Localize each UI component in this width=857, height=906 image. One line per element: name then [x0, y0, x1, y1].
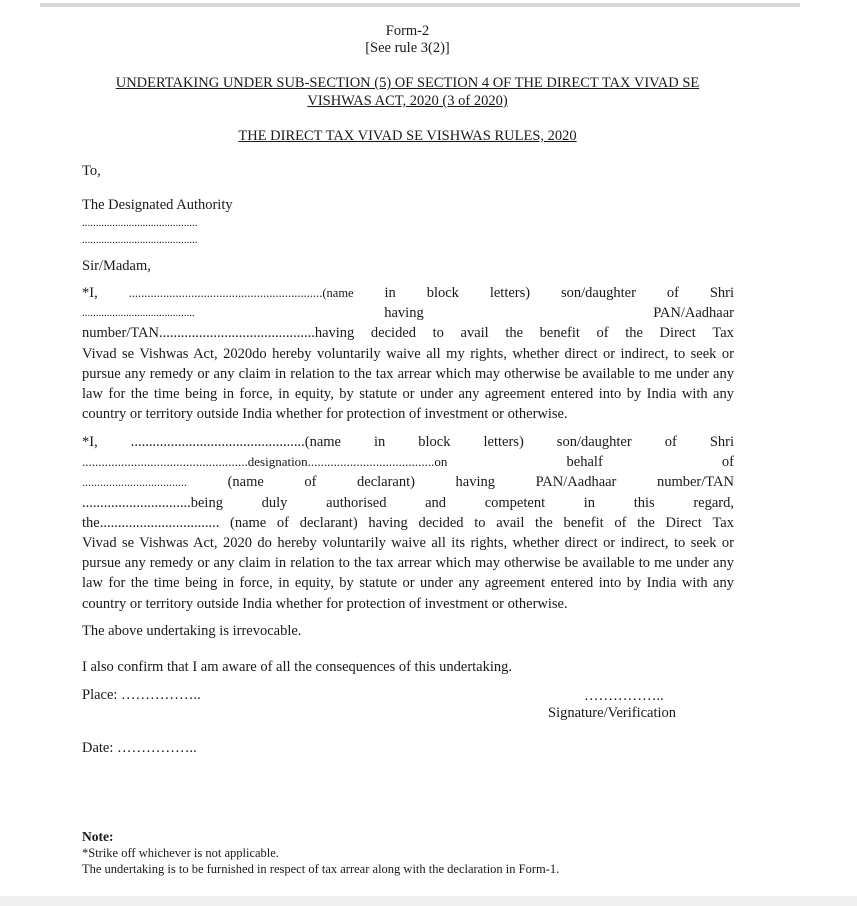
note-heading: Note:	[82, 829, 114, 844]
to-line: To,	[82, 163, 101, 179]
signature-label: Signature/Verification	[548, 705, 677, 721]
address-dots-1: ..........................................	[82, 217, 198, 229]
page-bottom-gap	[0, 896, 857, 906]
para2-body: Vivad se Vishwas Act, 2020 do hereby voluntarily waive all its rights, whether direct or indirect, to seek or pursue any remedy or any claim in relation to the tax arrear which may otherwise be available to me under any law for the time being in force, in equity, by statute or under any agreement entered into by India with any country or territory outside India whether for protection of investment or otherwise.	[82, 534, 734, 612]
salutation: Sir/Madam,	[82, 258, 151, 274]
signature-dots: ……………..	[584, 688, 664, 704]
rule-reference: [See rule 3(2)]	[365, 40, 450, 56]
date-field: Date: ……………..	[82, 740, 197, 756]
para1-line3: number/TAN...........................................having decided to avail the benefit of the Direct Tax	[82, 325, 734, 342]
address-dots-2: ..........................................	[82, 234, 198, 246]
note-line-2: The undertaking is to be furnished in respect of tax arrear along with the declaration in Form-1.	[82, 862, 560, 876]
para1-line1: *I, ..............................................................(name in block letters) son/daughter of Shri	[82, 285, 734, 301]
para2-line3: ................................... (name of declarant) having PAN/Aadhaar number/TAN	[82, 474, 734, 491]
confirmation-statement: I also confirm that I am aware of all the consequences of this undertaking.	[82, 659, 513, 675]
rules-title: THE DIRECT TAX VIVAD SE VISHWAS RULES, 2020	[238, 128, 577, 144]
place-field: Place: ……………..	[82, 687, 201, 703]
para2-line2: ...................................................designation.......................................on behalf of	[82, 454, 734, 471]
para1-line2: ......................................... having PAN/Aadhaar	[82, 305, 734, 322]
form-number: Form-2	[385, 23, 430, 39]
form-title-line2: VISHWAS ACT, 2020 (3 of 2020)	[307, 93, 508, 109]
para2-line4: ..............................being duly authorised and competent in this regard,	[82, 494, 734, 511]
designated-authority: The Designated Authority	[82, 197, 233, 213]
para2-line5: the................................. (name of declarant) having decided to avail the benefit of the Direct Tax	[82, 514, 734, 531]
para1-body: Vivad se Vishwas Act, 2020do hereby voluntarily waive all my rights, whether direct or indirect, to seek or pursue any remedy or any claim in relation to the tax arrear which may otherwise be available to me under any law for the time being in force, in equity, by statute or under any agreement entered into by India with any country or territory outside India whether for protection of investment or otherwise.	[82, 345, 734, 423]
note-line-1: *Strike off whichever is not applicable.	[82, 846, 279, 860]
irrevocable-statement: The above undertaking is irrevocable.	[82, 623, 302, 639]
para2-line1: *I, ................................................(name in block letters) son/daughter of Shri	[82, 434, 734, 450]
undertaking-paragraph-representative	[82, 432, 734, 614]
form-title-line1: UNDERTAKING UNDER SUB-SECTION (5) OF SECTION 4 OF THE DIRECT TAX VIVAD SE	[115, 75, 700, 91]
undertaking-paragraph-individual	[82, 283, 734, 424]
